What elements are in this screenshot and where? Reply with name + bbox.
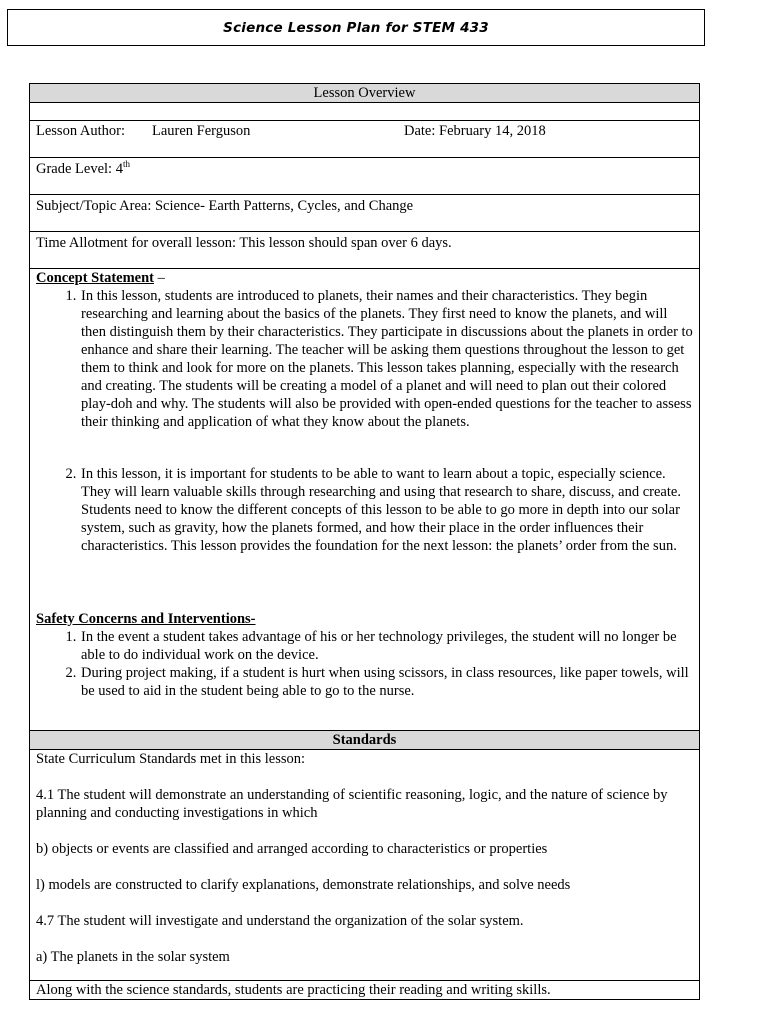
subject-cell [30, 195, 700, 232]
safety-item: 1. In the event a student takes advantage of his or her technology privileges, the student will no longer be able to do individual work on the device. [80, 628, 693, 664]
standards-line: 4.7 The student will investigate and understand the organization of the solar system. [36, 913, 524, 929]
author-name: Lauren Ferguson [152, 123, 251, 139]
standards-line: l) models are constructed to clarify explanations, demonstrate relationships, and solve needs [36, 877, 571, 893]
lesson-plan-table [29, 83, 700, 1000]
time-cell [30, 232, 700, 269]
concept-item: 1. In this lesson, students are introduced to planets, their names and their characteristics. They begin researching and learning about the basics of the planets. They first need to know the planets, and will then distinguish them by their characteristics. They participate in discussions about the planets in order to enhance and share their learning. The teacher will be asking them questions throughout the lesson to get them to think and look for more on the planets. This lesson takes planning, especially with the research and creating. The students will be creating a model of a planet and will need to plan out their colored play-doh and why. The students will also be provided with open-ended questions for the teacher to assess their thinking and application of what they know about the planets. [80, 287, 693, 431]
concept-row [30, 269, 700, 731]
standards-cell [30, 750, 700, 981]
document-title: Science Lesson Plan for STEM 433 [7, 9, 705, 46]
overview-header-row [30, 84, 700, 103]
safety-list [36, 628, 693, 700]
standards-footer: Along with the science standards, students are practicing their reading and writing skills. [30, 981, 700, 1000]
standards-line: b) objects or events are classified and arranged according to characteristics or properties [36, 841, 548, 857]
concept-list [36, 287, 693, 555]
standards-footer-row [30, 981, 700, 1000]
overview-header: Lesson Overview [30, 84, 700, 103]
concept-cell [30, 269, 700, 731]
safety-item: 2. During project making, if a student is hurt when using scissors, in class resources, like paper towels, will be used to aid in the student being able to go to the nurse. [80, 664, 693, 700]
standards-header-row [30, 731, 700, 750]
concept-item: 2. In this lesson, it is important for students to be able to want to learn about a topic, especially science. They will learn valuable skills through researching and using that research to share, discuss, and create. Students need to know the different concepts of this lesson to be able to go more in depth into our solar system, such as gravity, how the planets formed, and how their place in the order influences their characteristics. This lesson provides the foundation for the next lesson: the planets’ order from the sun. [80, 465, 693, 555]
grade-level: Grade Level: 4 [36, 161, 123, 177]
grade-row [30, 158, 700, 195]
author-cell [30, 121, 700, 158]
subject-text: Subject/Topic Area: Science- Earth Patterns, Cycles, and Change [36, 198, 414, 214]
safety-heading-line [36, 610, 693, 628]
concept-heading: Concept Statement [36, 270, 154, 286]
author-label: Lesson Author: [36, 123, 126, 139]
standards-row [30, 750, 700, 981]
lesson-date: Date: February 14, 2018 [404, 123, 546, 139]
time-row [30, 232, 700, 269]
concept-heading-line [36, 269, 693, 287]
time-allotment: Time Allotment for overall lesson: This lesson should span over 6 days. [36, 235, 452, 251]
standards-header: Standards [30, 731, 700, 750]
standards-line: a) The planets in the solar system [36, 949, 230, 965]
standards-line: 4.1 The student will demonstrate an understanding of scientific reasoning, logic, and the nature of science by planning and conducting investigations in which [36, 787, 668, 821]
author-row [30, 121, 700, 158]
concept-heading-dash: – [154, 270, 165, 286]
grade-suffix: th [122, 159, 130, 170]
standards-line: State Curriculum Standards met in this lesson: [36, 751, 306, 767]
safety-heading: Safety Concerns and Interventions- [36, 611, 256, 627]
grade-cell [30, 158, 700, 195]
empty-cell [30, 103, 700, 121]
empty-row [30, 103, 700, 121]
subject-row [30, 195, 700, 232]
